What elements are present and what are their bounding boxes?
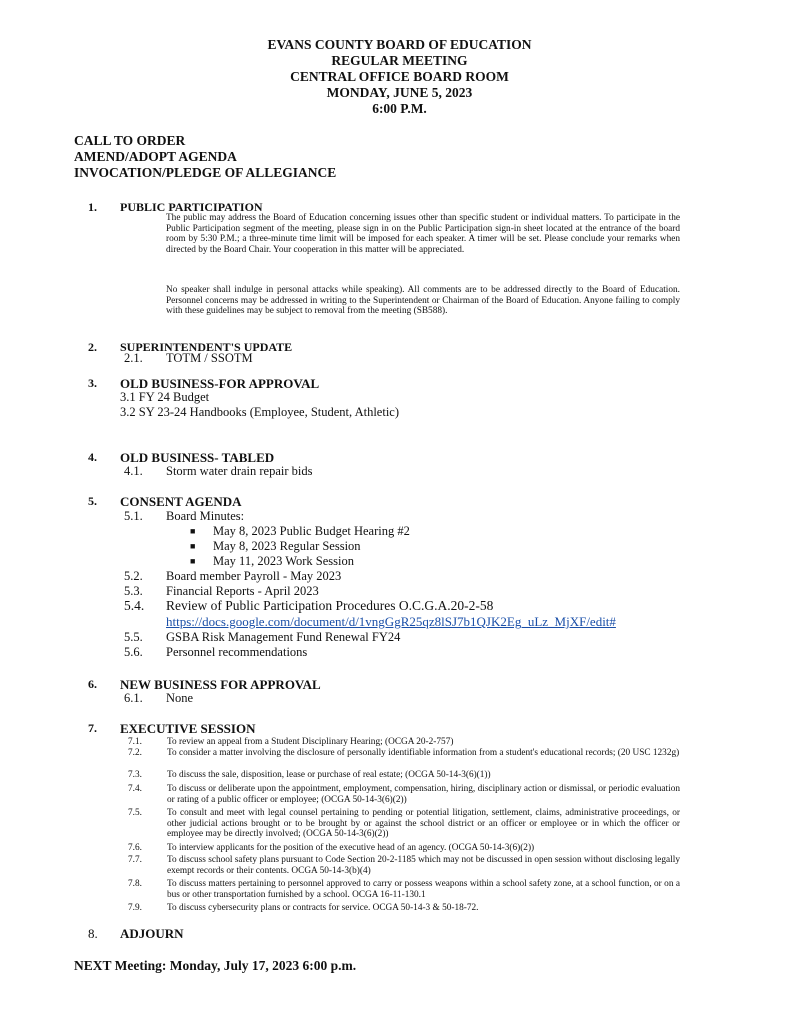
meeting-type: REGULAR MEETING	[331, 53, 468, 68]
minutes-bullet-1: ■ May 8, 2023 Public Budget Hearing #2	[190, 524, 410, 538]
section-number: 7.	[88, 721, 97, 735]
public-participation-procedures-link[interactable]: https://docs.google.com/document/d/1vngGgR25qz8lSJ7b1QJK2Eg_uLz_MjXF/edit#	[166, 614, 616, 629]
meeting-location: CENTRAL OFFICE BOARD ROOM	[290, 69, 509, 84]
section-number: 4.	[88, 450, 97, 464]
section-title: CONSENT AGENDA	[120, 494, 242, 509]
section-title: ADJOURN	[120, 926, 184, 941]
agenda-page: EVANS COUNTY BOARD OF EDUCATION REGULAR MEETING CENTRAL OFFICE BOARD ROOM MONDAY, JUNE 5, 2023 6:00 P.M. CALL TO ORDER AMEND/ADOPT AGENDA INVOCATION/PLEDGE OF ALLEGIANCE 1. PUBLIC PARTICIPATION The public may address the Board of Education concerning issues other than specific student or individual matters. To participate in the Public Participation segment of the meeting, please sign in on the Public Participation sign-in sheet located at the entrance of the board room by 5:30 P.M.; a three-minute time limit will be imposed for each speaker. A timer will be set. Please conclude your remarks when directed by the Board Chair. Your cooperation in this matter will be appreciated. No speaker shall indulge in personal attacks while speaking). All comments are to be addressed directly to the Board of Education. Personnel concerns may be addressed in writing to the Superintendent or Chairman of the Board of Education. Anyone failing to comply with these guidelines may be subject to removal from the meeting (SB588). 2. SUPERINTENDENT'S UPDATE 2.1. TOTM / SSOTM 3. OLD BUSINESS-FOR APPROVAL 3.1 FY 24 Budget 3.2 SY 23-24 Handbooks (Employee, Student, Athletic) 4. OLD BUSINESS- TABLED 4.1. Storm water drain repair bids 5. CONSENT AGENDA 5.1. Board Minutes: ■ May 8, 2023 Public Budget Hearing #2 ■ May 8, 2023 Regular Session ■ May 11, 2023 Work Session 5.2. Board member Payroll - May 2023 5.3. Financial Reports - April 2023 5.4. Review of Public Participation Procedures O.C.G.A.20-2-58 https://docs.google.com/document/d/1vngGgR25qz8lSJ7b1QJK2Eg_uLz_MjXF/edit# 5.5. GSBA Risk Management Fund Renewal FY24 5.6. Personnel recommendations 6. NEW BUSINESS FOR APPROVAL 6.1. None 7. EXECUTIVE SESSION 7.1. To review an appeal from a Student Disciplinary Hearing; (OCGA 20-2-757) 7.2. To consider a matter involving the disclosure of personally identifiable information from a student's educational records; (20 USC 1232g) 7.3. To discuss the sale, disposition, lease or purchase of real estate; (OCGA 50-14-3(6)(1)) 7.4. To discuss or deliberate upon the appointment, employment, compensation, hiring, disciplinary action or dismissal, or periodic evaluation or rating of a public officer or employee; (OCGA 50-14-3(6)(2)) 7.5. To consult and meet with legal counsel pertaining to pending or potential litigation, settlement, claims, administrative proceedings, or other judicial actions brought or to be brought by or against the school district or an officer or employee or in which the officer or employee may be directly involved; (OCGA 50-14-3(6)(2)) 7.6. To interview applicants for the position of the executive head of an agency. (OCGA 50-14-3(6)(2)) 7.7. To discuss school safety plans pursuant to Code Section 20-2-1185 which may not be discussed in open session without disclosing legally exempt records or their contents. OCGA 50-14-3(b)(4) 7.8. To discuss matters pertaining to personnel approved to carry or possess weapons within a school safety zone, at a school function, or on a bus or other transportation furnished by a school. OCGA 16-11-130.1 7.9. To discuss cybersecurity plans or contracts for service. OCGA 50-14-3 & 50-18-72. 8. ADJOURN NEXT Meeting: Monday, July 17, 2023 6:00 p.m.	[0, 0, 791, 1024]
agenda-item-5-6: 5.6. Personnel recommendations	[124, 645, 308, 659]
section-title: PUBLIC PARTICIPATION	[120, 200, 263, 214]
square-bullet-icon: ■	[190, 526, 196, 536]
meeting-date: MONDAY, JUNE 5, 2023	[326, 85, 473, 100]
agenda-item-3-1: 3.1 FY 24 Budget	[120, 390, 210, 404]
public-participation-paragraph-2: No speaker shall indulge in personal attacks while speaking). All comments are to be addressed directly to the Board of Education. Personnel concerns may be addressed in writing to the Superintendent or Chairman of the Board of Education. Anyone failing to comply with these guidelines may be subject to removal from the meeting (SB588).	[166, 285, 680, 317]
section-title: NEW BUSINESS FOR APPROVAL	[120, 677, 321, 692]
agenda-item-3-2: 3.2 SY 23-24 Handbooks (Employee, Student, Athletic)	[120, 405, 400, 419]
meeting-time: 6:00 P.M.	[372, 101, 427, 116]
agenda-item-5-2: 5.2. Board member Payroll - May 2023	[124, 569, 342, 583]
call-to-order: CALL TO ORDER	[74, 133, 186, 148]
agenda-item-5-4: 5.4. Review of Public Participation Procedures O.C.G.A.20-2-58	[124, 598, 494, 613]
section-number: 3.	[88, 376, 97, 390]
next-meeting: NEXT Meeting: Monday, July 17, 2023 6:00 p.m.	[74, 958, 357, 973]
invocation-pledge: INVOCATION/PLEDGE OF ALLEGIANCE	[74, 165, 337, 180]
section-number: 8.	[88, 926, 98, 941]
minutes-bullet-3: ■ May 11, 2023 Work Session	[190, 554, 355, 568]
section-number: 2.	[88, 340, 97, 354]
opening-items	[74, 133, 336, 181]
section-number: 1.	[88, 200, 97, 214]
agenda-item-4-1: 4.1. Storm water drain repair bids	[124, 464, 313, 478]
section-title: EXECUTIVE SESSION	[120, 721, 256, 736]
section-title: OLD BUSINESS- TABLED	[120, 450, 275, 465]
square-bullet-icon: ■	[190, 541, 196, 551]
agenda-header	[0, 37, 791, 117]
agenda-item-6-1: 6.1. None	[124, 691, 194, 705]
section-number: 5.	[88, 494, 97, 508]
square-bullet-icon: ■	[190, 556, 196, 566]
agenda-item-5-3: 5.3. Financial Reports - April 2023	[124, 584, 319, 598]
agenda-item-5-5: 5.5. GSBA Risk Management Fund Renewal FY24	[124, 630, 401, 644]
section-title: SUPERINTENDENT'S UPDATE	[120, 340, 293, 354]
section-title: OLD BUSINESS-FOR APPROVAL	[120, 376, 320, 391]
amend-adopt-agenda: AMEND/ADOPT AGENDA	[74, 149, 237, 164]
agenda-item-5-1: 5.1. Board Minutes:	[124, 509, 245, 523]
public-participation-paragraph-1: The public may address the Board of Education concerning issues other than specific student or individual matters. To participate in the Public Participation segment of the meeting, please sign in on the Public Participation sign-in sheet located at the entrance of the board room by 5:30 P.M.; a three-minute time limit will be imposed for each speaker. A timer will be set. Please conclude your remarks when directed by the Board Chair. Your cooperation in this matter will be appreciated.	[166, 213, 680, 255]
board-name: EVANS COUNTY BOARD OF EDUCATION	[267, 37, 532, 52]
minutes-bullet-2: ■ May 8, 2023 Regular Session	[190, 539, 361, 553]
section-number: 6.	[88, 677, 97, 691]
agenda-item-2-1: 2.1. TOTM / SSOTM	[124, 351, 253, 365]
